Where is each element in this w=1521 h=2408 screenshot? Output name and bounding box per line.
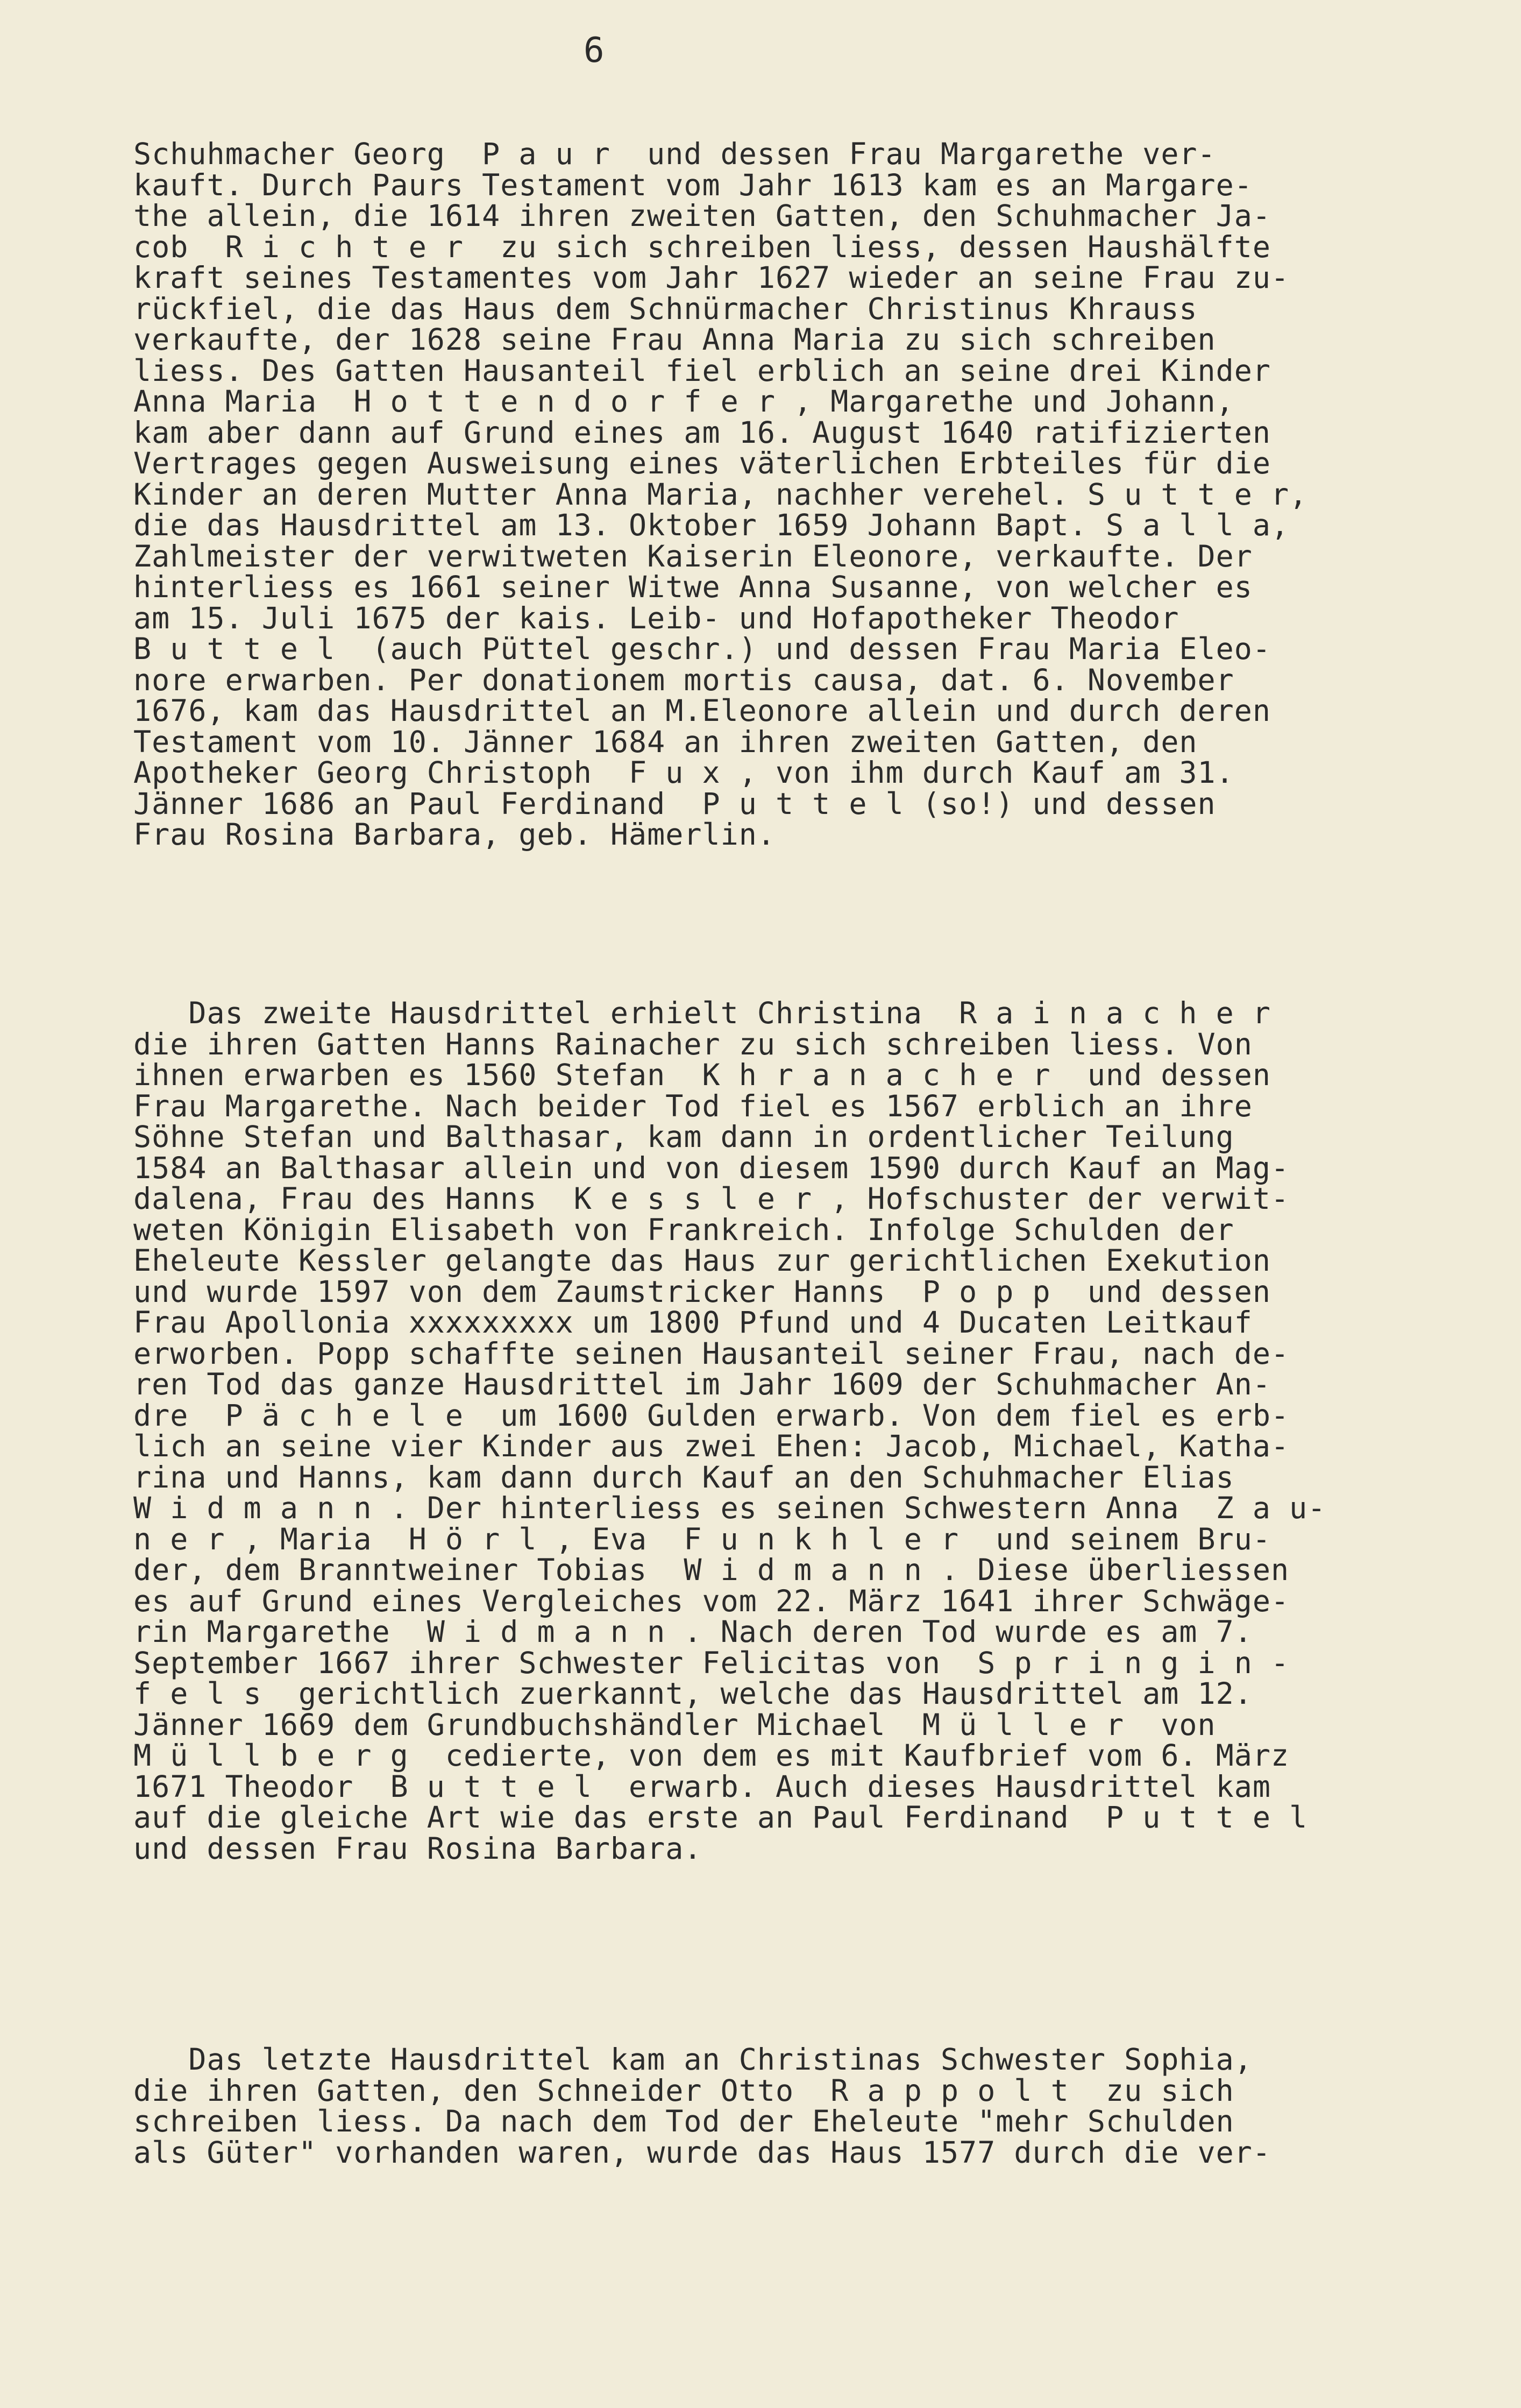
text-line: ihnen erwarben es 1560 Stefan K h r a n a c h e r und dessen bbox=[133, 1058, 1271, 1092]
text-line: 1584 an Balthasar allein und von diesem 1590 durch Kauf an Mag- bbox=[133, 1150, 1290, 1185]
text-line: rina und Hanns, kam dann durch Kauf an den Schuhmacher Elias bbox=[133, 1460, 1234, 1495]
text-line: rin Margarethe W i d m a n n . Nach deren Tod wurde es am 7. bbox=[133, 1614, 1253, 1649]
text-line: die ihren Gatten Hanns Rainacher zu sich schreiben liess. Von bbox=[133, 1026, 1253, 1061]
text-line: lich an seine vier Kinder aus zwei Ehen: Jacob, Michael, Katha- bbox=[133, 1429, 1290, 1463]
text-line: auf die gleiche Art wie das erste an Paul Ferdinand P u t t e l bbox=[133, 1800, 1308, 1835]
text-line: als Güter" vorhanden waren, wurde das Haus 1577 durch die ver- bbox=[133, 2135, 1271, 2170]
text-line: nore erwarben. Per donationem mortis causa, dat. 6. November bbox=[133, 662, 1234, 697]
text-line: Frau Rosina Barbara, geb. Hämerlin. bbox=[133, 817, 776, 852]
text-line: Kinder an deren Mutter Anna Maria, nachher verehel. S u t t e r, bbox=[133, 477, 1308, 512]
text-line: Söhne Stefan und Balthasar, kam dann in ordentlicher Teilung bbox=[133, 1120, 1234, 1154]
text-line: September 1667 ihrer Schwester Felicitas von S p r i n g i n - bbox=[133, 1645, 1290, 1680]
text-line: Frau Apollonia xxxxxxxxx um 1800 Pfund und 4 Ducaten Leitkauf bbox=[133, 1305, 1253, 1340]
text-line: und dessen Frau Rosina Barbara. bbox=[133, 1831, 702, 1866]
text-line: erworben. Popp schaffte seinen Hausanteil seiner Frau, nach de- bbox=[133, 1336, 1290, 1371]
text-line: Testament vom 10. Jänner 1684 an ihren zweiten Gatten, den bbox=[133, 724, 1198, 759]
text-line: Anna Maria H o t t e n d o r f e r , Margarethe und Johann, bbox=[133, 384, 1234, 419]
text-line: rückfiel, die das Haus dem Schnürmacher Christinus Khrauss bbox=[133, 291, 1198, 326]
text-line: Jänner 1669 dem Grundbuchshändler Michael M ü l l e r von bbox=[133, 1707, 1216, 1742]
text-line: Eheleute Kessler gelangte das Haus zur gerichtlichen Exekution bbox=[133, 1243, 1271, 1278]
text-line: Vertrages gegen Ausweisung eines väterlichen Erbteiles für die bbox=[133, 446, 1271, 480]
text-line: kraft seines Testamentes vom Jahr 1627 wieder an seine Frau zu- bbox=[133, 260, 1290, 295]
text-line: Schuhmacher Georg P a u r und dessen Frau Margarethe ver- bbox=[133, 137, 1216, 171]
text-line: Das letzte Hausdrittel kam an Christinas Schwester Sophia, bbox=[133, 2042, 1253, 2077]
text-line: am 15. Juli 1675 der kais. Leib- und Hofapotheker Theodor bbox=[133, 600, 1179, 635]
text-line: Jänner 1686 an Paul Ferdinand P u t t e l (so!) und dessen bbox=[133, 786, 1216, 821]
text-line: weten Königin Elisabeth von Frankreich. Infolge Schulden der bbox=[133, 1212, 1234, 1247]
text-line: Das zweite Hausdrittel erhielt Christina R a i n a c h e r bbox=[133, 996, 1271, 1030]
text-line: hinterliess es 1661 seiner Witwe Anna Susanne, von welcher es bbox=[133, 570, 1253, 604]
page-number: 6 bbox=[584, 31, 605, 70]
text-line: es auf Grund eines Vergleiches vom 22. März 1641 ihrer Schwäge- bbox=[133, 1583, 1290, 1618]
text-line: n e r , Maria H ö r l , Eva F u n k h l e r und seinem Bru- bbox=[133, 1521, 1271, 1556]
text-line: M ü l l b e r g cedierte, von dem es mit Kaufbrief vom 6. März bbox=[133, 1738, 1290, 1773]
text-line: Frau Margarethe. Nach beider Tod fiel es 1567 erblich an ihre bbox=[133, 1088, 1253, 1123]
text-line: 1671 Theodor B u t t e l erwarb. Auch dieses Hausdrittel kam bbox=[133, 1769, 1271, 1804]
text-line: kauft. Durch Paurs Testament vom Jahr 1613 kam es an Margare- bbox=[133, 167, 1253, 202]
text-line: kam aber dann auf Grund eines am 16. August 1640 ratifizierten bbox=[133, 415, 1271, 450]
text-line: liess. Des Gatten Hausanteil fiel erblich an seine drei Kinder bbox=[133, 353, 1271, 388]
text-line: 1676, kam das Hausdrittel an M.Eleonore allein und durch deren bbox=[133, 693, 1271, 728]
text-line: die das Hausdrittel am 13. Oktober 1659 Johann Bapt. S a l l a, bbox=[133, 508, 1290, 542]
paragraph-2 bbox=[133, 998, 1510, 1864]
text-line: B u t t e l (auch Püttel geschr.) und dessen Frau Maria Eleo- bbox=[133, 632, 1271, 666]
text-line: und wurde 1597 von dem Zaumstricker Hanns P o p p und dessen bbox=[133, 1274, 1271, 1309]
text-line: der, dem Branntweiner Tobias W i d m a n n . Diese überliessen bbox=[133, 1553, 1290, 1587]
text-line: the allein, die 1614 ihren zweiten Gatten, den Schuhmacher Ja- bbox=[133, 199, 1271, 233]
text-line: Apotheker Georg Christoph F u x , von ihm durch Kauf am 31. bbox=[133, 755, 1234, 790]
text-line: W i d m a n n . Der hinterliess es seinen Schwestern Anna Z a u- bbox=[133, 1491, 1326, 1525]
text-line: Zahlmeister der verwitweten Kaiserin Eleonore, verkaufte. Der bbox=[133, 539, 1253, 573]
paragraph-1 bbox=[133, 139, 1510, 851]
text-line: dalena, Frau des Hanns K e s s l e r , Hofschuster der verwit- bbox=[133, 1181, 1290, 1216]
text-line: verkaufte, der 1628 seine Frau Anna Maria zu sich schreiben bbox=[133, 322, 1216, 357]
paragraph-3 bbox=[133, 2044, 1510, 2168]
text-line: f e l s gerichtlich zuerkannt, welche das Hausdrittel am 12. bbox=[133, 1676, 1253, 1711]
text-line: ren Tod das ganze Hausdrittel im Jahr 1609 der Schuhmacher An- bbox=[133, 1367, 1271, 1401]
text-line: dre P ä c h e l e um 1600 Gulden erwarb. Von dem fiel es erb- bbox=[133, 1398, 1290, 1433]
text-line: die ihren Gatten, den Schneider Otto R a p p o l t zu sich bbox=[133, 2073, 1234, 2108]
text-line: schreiben liess. Da nach dem Tod der Eheleute "mehr Schulden bbox=[133, 2104, 1234, 2138]
text-line: cob R i c h t e r zu sich schreiben liess, dessen Haushälfte bbox=[133, 229, 1271, 264]
